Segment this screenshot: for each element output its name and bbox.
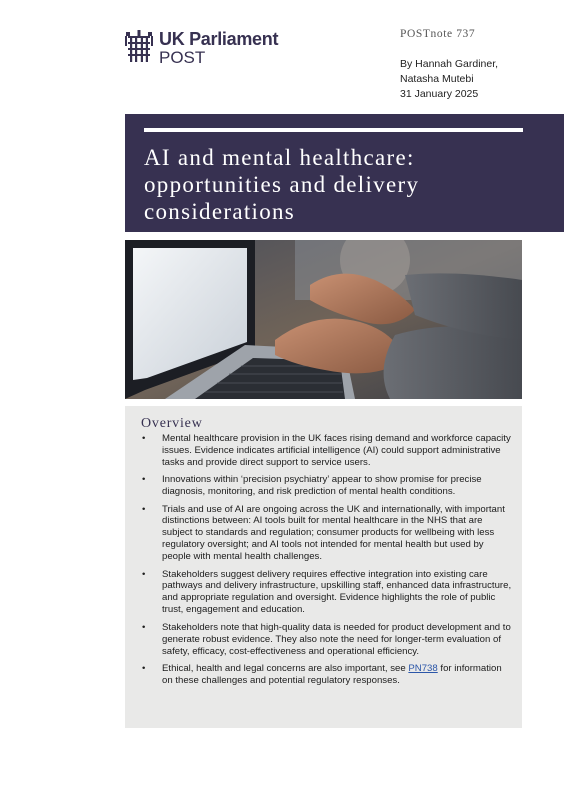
laptop-photo-illustration <box>125 240 522 399</box>
title-line-2: opportunities and delivery <box>144 172 420 197</box>
list-item <box>141 504 515 564</box>
laptop-typing-photo <box>125 240 522 399</box>
page-title <box>144 144 544 225</box>
overview-heading: Overview <box>141 416 203 431</box>
bullet-icon: • <box>142 621 146 633</box>
list-item-text: Mental healthcare provision in the UK faces rising demand and workforce capacity issues. Evidence indicates artificial intelligence (AI) could support administrative tasks and provide direct support to service users. <box>162 433 511 468</box>
uk-parliament-post-logo <box>125 28 285 68</box>
list-item-text-before-link: Ethical, health and legal concerns are also important, see <box>162 662 409 674</box>
byline <box>400 57 550 102</box>
bullet-icon: • <box>142 433 146 444</box>
list-item <box>141 663 515 687</box>
bullet-icon: • <box>142 662 146 674</box>
bullet-icon: • <box>142 568 146 580</box>
list-item <box>141 433 515 469</box>
byline-line-2: Natasha Mutebi <box>400 73 474 85</box>
list-item-text: Trials and use of AI are ongoing across the UK and internationally, with important distinctions between: AI tools built for mental healthcare in the NHS that are subject to standards and regulation; consumer products for wellbeing with less regulatory oversight; and AI tools not intended for mental health but used by people with mental health challenges. <box>162 503 505 563</box>
title-line-1: AI and mental healthcare: <box>144 145 415 170</box>
title-line-3: considerations <box>144 199 296 224</box>
list-item-text: Stakeholders note that high-quality data is needed for product development and to generate robust evidence. They also note the need for longer-term evaluation of safety, efficacy, cost-effectiveness and operational efficiency. <box>162 621 511 657</box>
list-item <box>141 569 515 617</box>
logo-text-uk-parliament: UK Parliament <box>159 29 279 49</box>
publication-date: 31 January 2025 <box>400 88 479 100</box>
title-banner <box>125 114 564 232</box>
list-item-text-after-link: for information on these challenges and potential regulatory responses. <box>162 662 502 686</box>
list-item-text: Innovations within ‘precision psychiatry’ appear to show promise for precise diagnosis, monitoring, and risk prediction of mental health conditions. <box>162 474 482 498</box>
list-item <box>141 474 515 498</box>
overview-panel <box>125 406 522 728</box>
postnote-number: POSTnote 737 <box>400 28 476 40</box>
overview-list <box>141 433 515 692</box>
logo-text-post: POST <box>159 48 206 67</box>
list-item-text: Stakeholders suggest delivery requires effective integration into existing care pathways and delivery infrastructure, upskilling staff, enhanced data infrastructure, and appropriate regulation and oversight. Evidence highlights the role of public trust, engagement and education. <box>162 568 512 616</box>
byline-line-1: By Hannah Gardiner, <box>400 58 499 70</box>
list-item <box>141 622 515 658</box>
portcullis-icon <box>125 30 153 64</box>
banner-rule <box>144 128 523 132</box>
bullet-icon: • <box>142 503 146 515</box>
bullet-icon: • <box>142 474 146 486</box>
pn738-link[interactable]: PN738 <box>408 662 438 674</box>
